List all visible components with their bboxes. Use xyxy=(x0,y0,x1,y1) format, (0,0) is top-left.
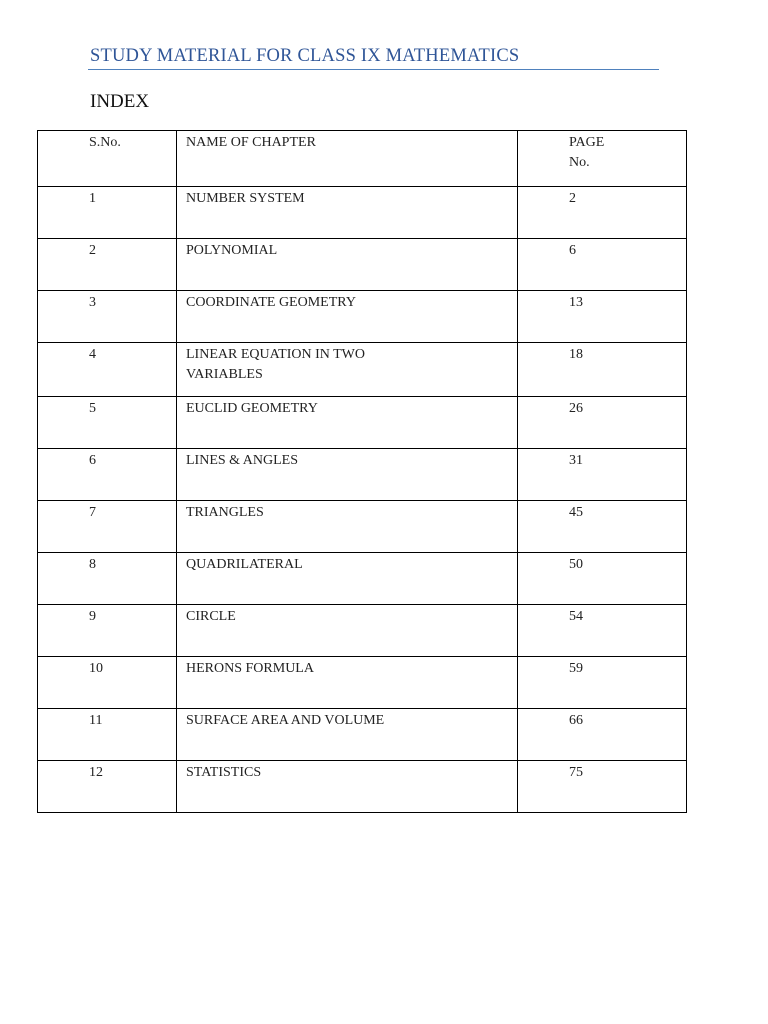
cell-chapter-name xyxy=(177,291,518,343)
cell-chapter-name xyxy=(177,239,518,291)
cell-page-no-text: 59 xyxy=(569,661,583,676)
cell-sno-text: 9 xyxy=(89,609,96,624)
cell-page-no-text: 2 xyxy=(569,191,576,206)
table-row xyxy=(38,761,687,813)
cell-chapter-name-text: CIRCLE xyxy=(186,609,236,624)
cell-page-no-text: 54 xyxy=(569,609,583,624)
cell-chapter-name-text: HERONS FORMULA xyxy=(186,661,314,676)
cell-chapter-name xyxy=(177,761,518,813)
cell-chapter-name xyxy=(177,501,518,553)
cell-sno-text: 2 xyxy=(89,243,96,258)
cell-page-no xyxy=(518,501,687,553)
cell-chapter-name-text: QUADRILATERAL xyxy=(186,557,303,572)
cell-sno xyxy=(38,397,177,449)
cell-page-no xyxy=(518,343,687,397)
cell-chapter-name-text: LINES & ANGLES xyxy=(186,453,298,468)
cell-page-no-text: 50 xyxy=(569,557,583,572)
table-row xyxy=(38,449,687,501)
cell-page-no-text: 13 xyxy=(569,295,583,310)
cell-sno-text: 3 xyxy=(89,295,96,310)
header-divider xyxy=(88,69,659,70)
column-header-page-line1: PAGE xyxy=(569,135,605,150)
table-header-row xyxy=(38,131,687,187)
cell-page-no-text: 6 xyxy=(569,243,576,258)
cell-page-no xyxy=(518,761,687,813)
cell-page-no xyxy=(518,449,687,501)
cell-page-no xyxy=(518,657,687,709)
document-header-title: STUDY MATERIAL FOR CLASS IX MATHEMATICS xyxy=(90,46,520,66)
cell-chapter-name-text: STATISTICS xyxy=(186,765,262,780)
cell-chapter-name-text: TRIANGLES xyxy=(186,505,264,520)
cell-sno-text: 12 xyxy=(89,765,103,780)
cell-sno xyxy=(38,343,177,397)
column-header-name xyxy=(177,131,518,187)
table-row xyxy=(38,501,687,553)
cell-page-no xyxy=(518,605,687,657)
cell-sno-text: 4 xyxy=(89,347,96,362)
cell-page-no-text: 75 xyxy=(569,765,583,780)
cell-chapter-name xyxy=(177,553,518,605)
cell-page-no-text: 31 xyxy=(569,453,583,468)
table-row xyxy=(38,553,687,605)
cell-sno xyxy=(38,553,177,605)
cell-sno xyxy=(38,605,177,657)
cell-chapter-name-line1: LINEAR EQUATION IN TWO xyxy=(186,347,365,362)
column-header-sno xyxy=(38,131,177,187)
table-row xyxy=(38,605,687,657)
cell-chapter-name xyxy=(177,449,518,501)
cell-chapter-name-text: COORDINATE GEOMETRY xyxy=(186,295,356,310)
index-table xyxy=(37,130,687,813)
table-row xyxy=(38,397,687,449)
cell-chapter-name xyxy=(177,343,518,397)
cell-sno xyxy=(38,291,177,343)
cell-sno-text: 5 xyxy=(89,401,96,416)
cell-sno-text: 1 xyxy=(89,191,96,206)
column-header-name-label: NAME OF CHAPTER xyxy=(186,135,316,150)
table-row xyxy=(38,709,687,761)
column-header-page xyxy=(518,131,687,187)
table-row xyxy=(38,343,687,397)
cell-sno xyxy=(38,761,177,813)
cell-page-no xyxy=(518,187,687,239)
cell-chapter-name-line2: VARIABLES xyxy=(186,367,263,382)
cell-sno-text: 10 xyxy=(89,661,103,676)
cell-chapter-name xyxy=(177,187,518,239)
cell-chapter-name xyxy=(177,397,518,449)
cell-sno-text: 6 xyxy=(89,453,96,468)
cell-sno xyxy=(38,709,177,761)
table-row xyxy=(38,291,687,343)
cell-page-no xyxy=(518,291,687,343)
cell-chapter-name-text: POLYNOMIAL xyxy=(186,243,278,258)
index-heading: INDEX xyxy=(90,91,150,112)
cell-chapter-name xyxy=(177,709,518,761)
cell-sno xyxy=(38,449,177,501)
column-header-sno-label: S.No. xyxy=(89,135,121,150)
cell-chapter-name-text: EUCLID GEOMETRY xyxy=(186,401,318,416)
table-row xyxy=(38,239,687,291)
cell-sno xyxy=(38,657,177,709)
cell-chapter-name xyxy=(177,657,518,709)
cell-page-no-text: 45 xyxy=(569,505,583,520)
table-row xyxy=(38,187,687,239)
cell-sno-text: 7 xyxy=(89,505,96,520)
cell-chapter-name xyxy=(177,605,518,657)
cell-page-no-text: 18 xyxy=(569,347,583,362)
cell-sno xyxy=(38,501,177,553)
cell-page-no-text: 66 xyxy=(569,713,583,728)
cell-sno-text: 11 xyxy=(89,713,103,728)
cell-page-no-text: 26 xyxy=(569,401,583,416)
cell-page-no xyxy=(518,397,687,449)
cell-page-no xyxy=(518,709,687,761)
cell-sno-text: 8 xyxy=(89,557,96,572)
cell-page-no xyxy=(518,553,687,605)
cell-page-no xyxy=(518,239,687,291)
column-header-page-line2: No. xyxy=(569,155,590,170)
cell-chapter-name-text: SURFACE AREA AND VOLUME xyxy=(186,713,385,728)
cell-chapter-name-text: NUMBER SYSTEM xyxy=(186,191,305,206)
table-row xyxy=(38,657,687,709)
cell-sno xyxy=(38,239,177,291)
cell-sno xyxy=(38,187,177,239)
